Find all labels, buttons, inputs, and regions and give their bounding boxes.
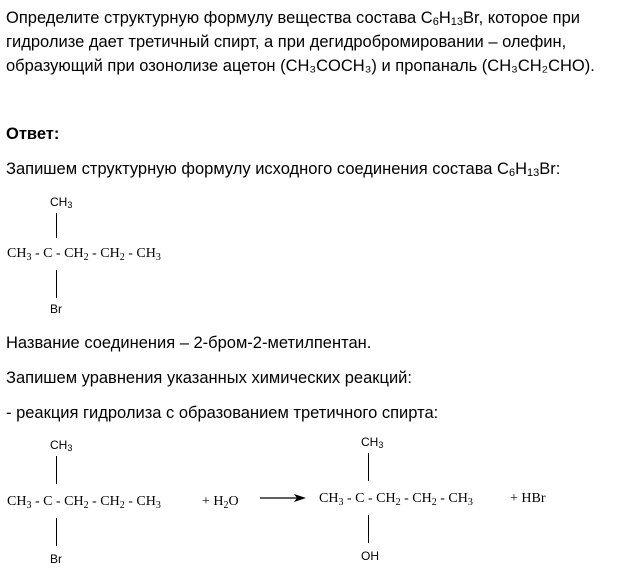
formula1-bond-top — [56, 213, 57, 238]
reaction-arrow-icon — [260, 492, 308, 504]
product-bottom-group: OH — [361, 549, 379, 563]
answer-label: Ответ: — [6, 125, 60, 143]
problem-line2: гидролизе дает третичный спирт, а при дегидробромировании – олефин, — [6, 33, 567, 51]
problem-line1: Определите структурную формулу вещества состава C — [6, 9, 433, 27]
compound-name: Название соединения – 2-бром-2-метилпентан. — [6, 334, 372, 352]
problem-text: Определите структурную формулу вещества состава $C_6H_{13}Br$, которое при гидролизе дает третичный спирт, а при дегидробромировании – олефин, образующий при озонолизе ацетон (CH₃COCH₃) и пропаналь (CH₃CH₂CHO). — [6, 9, 595, 75]
product-bond-top — [368, 453, 369, 481]
formula1-bond-bottom — [56, 270, 57, 298]
step2-text: Запишем уравнения указанных химических реакций: — [6, 369, 412, 387]
reactant-bond-bottom — [56, 518, 57, 546]
reactant-bond-top — [56, 456, 57, 484]
step3-text: - реакция гидролиза с образованием третичного спирта: — [6, 404, 439, 422]
formula1-top-group: $CH_3$ — [50, 195, 73, 210]
formula1-bottom-group: Br — [50, 302, 62, 316]
reactant-bottom-group: Br — [50, 552, 62, 566]
reagent-water: + $H_2O$ — [202, 494, 239, 511]
product-hbr: + HBr — [510, 491, 546, 506]
reactant-main-chain: $CH_3$ - C - $CH_2 - CH_2 - CH_3$ — [7, 494, 161, 511]
product-main-chain: $CH_3$ - C - $CH_2 - CH_2 - CH_3$ — [319, 491, 473, 508]
formula1-main-chain: $CH_3$ - C - $CH_2 - CH_2 - CH_3$ — [7, 246, 161, 263]
product-top-group: $CH_3$ — [361, 435, 384, 450]
reactant-top-group: $CH_3$ — [50, 438, 73, 453]
product-bond-bottom — [368, 515, 369, 543]
step1-text: Запишем структурную формулу исходного соединения состава $C_6H_{13}Br$: — [6, 160, 561, 179]
problem-line3: образующий при озонолизе ацетон (CH₃COCH₃) и пропаналь (CH₃CH₂CHO). — [6, 57, 595, 75]
